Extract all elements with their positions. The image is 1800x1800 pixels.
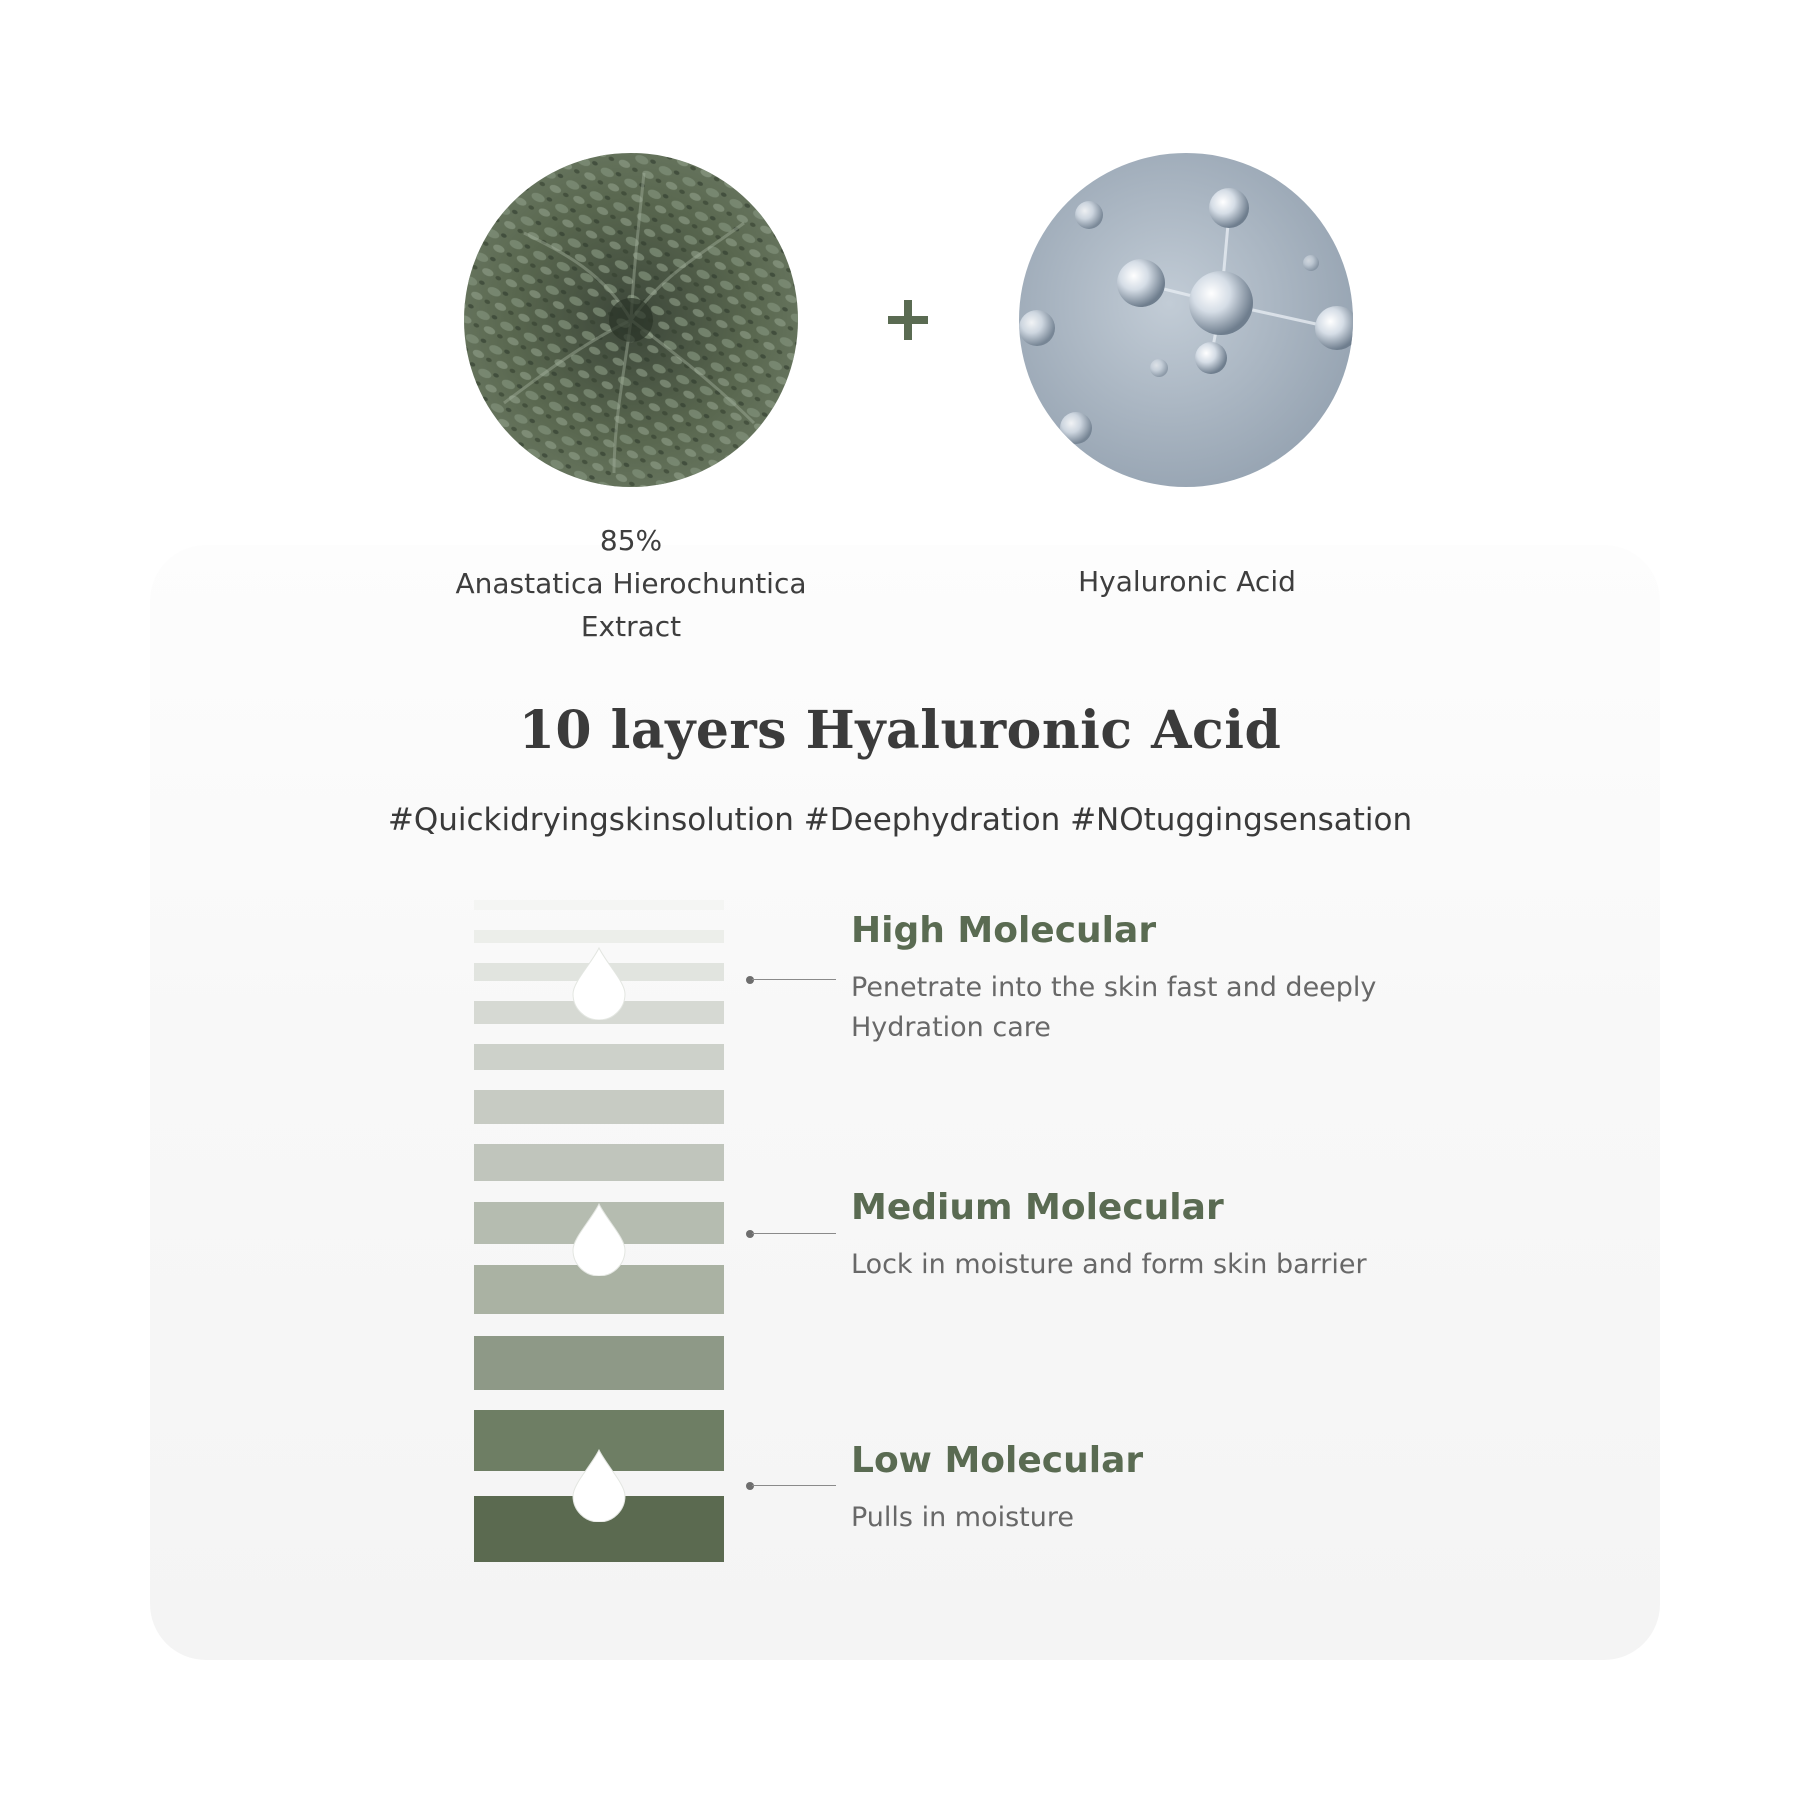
connector-dot [746, 976, 754, 984]
layer-2 [474, 930, 724, 943]
plant-percent: 85% [599, 524, 663, 557]
hyaluronic-acid-name: Hyaluronic Acid [1078, 565, 1296, 598]
medium-molecular-desc [851, 1245, 1367, 1285]
layer-1 [474, 900, 724, 910]
water-drop-icon [571, 1202, 627, 1276]
plant-icon [464, 153, 798, 487]
high-molecular-desc-line2: Hydration care [851, 1012, 1051, 1043]
high-molecular-desc-line1: Penetrate into the skin fast and deeply [851, 972, 1377, 1003]
plant-name-line1: Anastatica Hierochuntica [455, 567, 807, 600]
molecule-icon [1019, 153, 1353, 487]
water-drop-icon [571, 946, 627, 1020]
low-molecular-title: Low Molecular [851, 1440, 1144, 1481]
hashtags: #Quickidryingskinsolution #Deephydration #NOtuggingsensation [387, 802, 1413, 838]
hyaluronic-acid-label [987, 560, 1387, 603]
water-drop-icon [571, 1448, 627, 1522]
layer-5 [474, 1044, 724, 1070]
layer-6 [474, 1090, 724, 1124]
connector-dot [746, 1230, 754, 1238]
low-molecular-desc-line1: Pulls in moisture [851, 1502, 1074, 1533]
layer-10 [474, 1336, 724, 1390]
page-title: 10 layers Hyaluronic Acid [518, 700, 1282, 761]
connector-low [746, 1482, 836, 1490]
plant-image [464, 153, 798, 487]
plant-name-line2: Extract [580, 610, 682, 643]
plus-icon [868, 280, 948, 360]
connector-medium [746, 1230, 836, 1238]
low-molecular-desc [851, 1498, 1074, 1538]
medium-molecular-desc-line1: Lock in moisture and form skin barrier [851, 1249, 1367, 1280]
layer-7 [474, 1144, 724, 1181]
connector-line [752, 979, 836, 980]
plant-extract-label [431, 519, 831, 648]
high-molecular-desc [851, 968, 1376, 1048]
connector-line [752, 1233, 836, 1234]
connector-line [752, 1485, 836, 1486]
connector-high [746, 976, 836, 984]
connector-dot [746, 1482, 754, 1490]
layer-stack [474, 900, 724, 1565]
high-molecular-title: High Molecular [851, 910, 1157, 951]
molecule-image [1019, 153, 1353, 487]
medium-molecular-title: Medium Molecular [851, 1187, 1224, 1228]
